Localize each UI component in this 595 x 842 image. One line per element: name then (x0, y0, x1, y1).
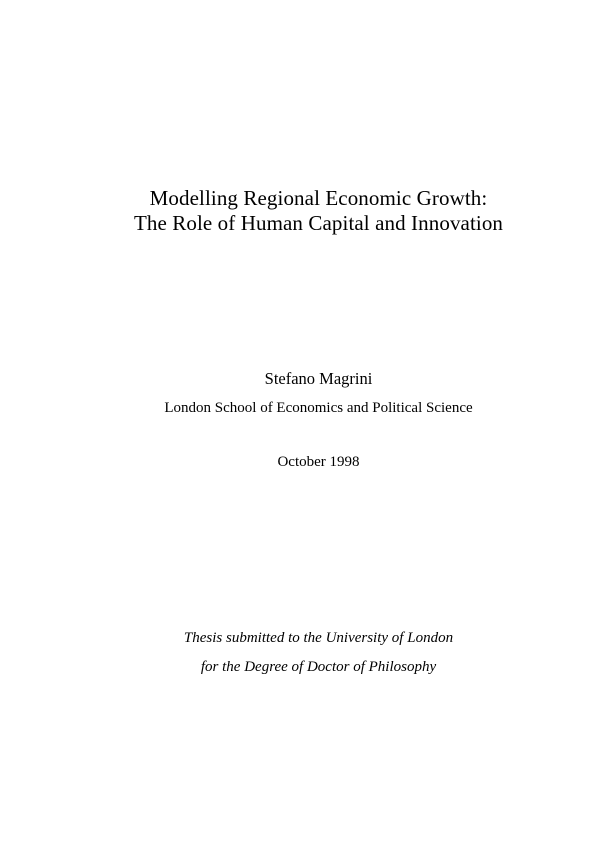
author-affiliation: London School of Economics and Political Science (164, 400, 473, 416)
submission-statement-line-2: for the Degree of Doctor of Philosophy (200, 659, 437, 675)
submission-date: October 1998 (277, 454, 360, 470)
thesis-title-line-1: Modelling Regional Economic Growth: (149, 186, 488, 210)
author-name: Stefano Magrini (264, 369, 373, 388)
thesis-title-line-2: The Role of Human Capital and Innovation (133, 211, 504, 235)
submission-statement-line-1: Thesis submitted to the University of London (183, 630, 454, 646)
